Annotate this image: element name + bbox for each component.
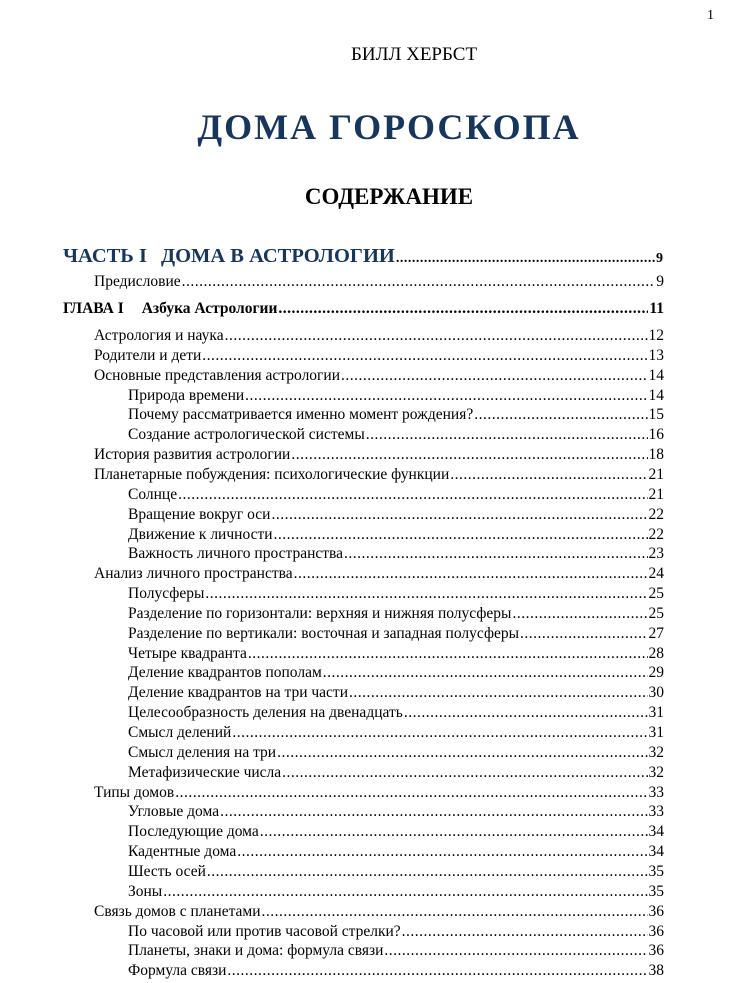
toc-entry[interactable] bbox=[128, 763, 664, 783]
toc-entry-page: 27 bbox=[648, 624, 664, 642]
toc-entry[interactable] bbox=[128, 723, 664, 743]
dot-leader bbox=[282, 763, 647, 783]
toc-entry-page: 13 bbox=[648, 346, 664, 364]
toc-entry-page: 33 bbox=[648, 803, 664, 821]
toc-entry[interactable] bbox=[128, 604, 664, 624]
toc-entry-page: 31 bbox=[648, 724, 664, 741]
toc-entry[interactable] bbox=[128, 584, 664, 604]
toc-entry-label: Разделение по горизонтали: верхняя и нижняя полусферы bbox=[128, 604, 512, 622]
dot-leader bbox=[220, 802, 647, 822]
dot-leader bbox=[260, 822, 648, 842]
toc-entry[interactable] bbox=[128, 405, 664, 425]
toc-entry-label: Смысл деления на три bbox=[128, 743, 277, 761]
toc-entry[interactable] bbox=[128, 505, 664, 525]
toc-entry[interactable] bbox=[94, 465, 664, 485]
dot-leader bbox=[202, 346, 647, 366]
toc-entry-page: 35 bbox=[648, 862, 664, 880]
toc-entry-label: Природа времени bbox=[128, 386, 245, 404]
toc-entry-title bbox=[128, 683, 348, 703]
toc-entry-label: Кадентные дома bbox=[128, 843, 237, 861]
toc-entry[interactable] bbox=[94, 272, 664, 292]
toc-entry-label: Движение к личности bbox=[128, 525, 273, 543]
toc-entry-page: 18 bbox=[648, 446, 664, 464]
toc-entry-title bbox=[128, 822, 259, 842]
toc-entry-label: Планеты, знаки и дома: формула связи bbox=[128, 942, 384, 960]
dot-leader bbox=[205, 584, 647, 604]
toc-entry-label: Азбука Астрологии bbox=[141, 300, 278, 317]
toc-entry[interactable] bbox=[128, 922, 664, 942]
toc-entry[interactable] bbox=[128, 941, 664, 961]
dot-leader bbox=[182, 272, 656, 292]
dot-leader bbox=[245, 386, 647, 406]
toc-entry-page: 14 bbox=[648, 366, 664, 384]
dot-leader bbox=[294, 564, 648, 584]
toc-entry-title bbox=[128, 644, 247, 664]
dot-leader bbox=[248, 644, 648, 664]
toc-entry-title bbox=[128, 802, 219, 822]
toc-entry[interactable] bbox=[128, 386, 664, 406]
book-title: ДОМА ГОРОСКОПА bbox=[197, 107, 581, 147]
toc-entry[interactable] bbox=[94, 445, 664, 465]
toc-entry-page: 36 bbox=[648, 902, 664, 920]
toc-entry-page: 35 bbox=[648, 882, 664, 900]
toc-entry-label: Четыре квадранта bbox=[128, 644, 247, 662]
toc-entry[interactable] bbox=[94, 366, 664, 386]
toc-entry[interactable] bbox=[128, 802, 664, 822]
toc-entry-title bbox=[128, 386, 244, 406]
toc-entry-page: 32 bbox=[648, 763, 664, 781]
toc-entry-page: 16 bbox=[648, 426, 664, 444]
toc-entry-label: По часовой или против часовой стрелки? bbox=[128, 922, 401, 940]
toc-entry-page: 23 bbox=[648, 545, 664, 563]
toc-entry[interactable] bbox=[128, 743, 664, 763]
toc-entry-label: Метафизические числа bbox=[128, 763, 282, 781]
toc-entry-title bbox=[63, 299, 277, 319]
dot-leader bbox=[404, 703, 648, 723]
toc-entry-page: 24 bbox=[648, 565, 664, 583]
toc-entry-page: 25 bbox=[648, 604, 664, 622]
toc-entry-label: Последующие дома bbox=[128, 823, 259, 841]
toc-entry-label: Полусферы bbox=[128, 585, 205, 603]
toc-entry-page: 22 bbox=[648, 525, 664, 543]
toc-entry-title bbox=[94, 346, 201, 366]
toc-entry-page: 38 bbox=[648, 962, 664, 980]
toc-entry-label: Анализ личного пространства bbox=[94, 565, 293, 583]
toc-entry-title bbox=[128, 723, 231, 743]
toc-entry-label: Основные представления астрологии bbox=[94, 366, 341, 384]
toc-entry-title bbox=[128, 842, 236, 862]
toc-entry-number: ЧАСТЬ I bbox=[63, 245, 147, 267]
toc-entry-label: Вращение вокруг оси bbox=[128, 505, 271, 523]
dot-leader bbox=[344, 544, 647, 564]
toc-entry-title bbox=[128, 604, 511, 624]
toc-entry[interactable] bbox=[94, 326, 664, 346]
toc-entry[interactable] bbox=[128, 485, 664, 505]
toc-entry-label: Формула связи bbox=[128, 962, 227, 980]
toc-entry-label: Планетарные побуждения: психологические функции bbox=[94, 465, 450, 483]
toc-entry-title bbox=[128, 862, 206, 882]
toc-entry[interactable] bbox=[128, 525, 664, 545]
toc-entry-page: 22 bbox=[648, 505, 664, 523]
dot-leader bbox=[512, 604, 647, 624]
dot-leader bbox=[402, 922, 648, 942]
dot-leader bbox=[232, 723, 647, 743]
dot-leader bbox=[178, 485, 647, 505]
toc-entry-label: Создание астрологической системы bbox=[128, 426, 365, 444]
toc-entry[interactable] bbox=[94, 783, 664, 803]
toc-entry-title bbox=[94, 272, 181, 292]
toc-entry-title bbox=[94, 366, 340, 386]
toc-entry-label: Смысл делений bbox=[128, 724, 232, 741]
dot-leader bbox=[163, 882, 647, 902]
toc-entry-title bbox=[128, 485, 177, 505]
toc-entry-title bbox=[94, 445, 290, 465]
toc-entry-label: Важность личного пространства bbox=[128, 545, 344, 563]
dot-leader bbox=[450, 465, 647, 485]
dot-leader bbox=[274, 525, 648, 545]
toc-entry-label: Связь домов с планетами bbox=[94, 902, 261, 920]
dot-leader bbox=[323, 663, 648, 683]
toc-entry[interactable] bbox=[94, 346, 664, 366]
toc-entry[interactable] bbox=[128, 961, 664, 981]
toc-entry-page: 9 bbox=[656, 251, 663, 266]
toc-entry[interactable] bbox=[128, 882, 664, 902]
dot-leader bbox=[349, 683, 647, 703]
toc-entry-title bbox=[128, 544, 343, 564]
toc-entry-number: ГЛАВА I bbox=[63, 300, 124, 317]
toc-entry-title bbox=[94, 326, 224, 346]
dot-leader bbox=[175, 783, 647, 803]
toc-entry-label: Целесообразность деления на двенадцать bbox=[128, 704, 403, 722]
toc-entry-title bbox=[128, 425, 365, 445]
toc-entry-title bbox=[128, 624, 519, 644]
toc-entry-label: Деление квадрантов пополам bbox=[128, 664, 322, 682]
toc-entry-page: 21 bbox=[648, 465, 664, 483]
dot-leader bbox=[341, 366, 647, 386]
toc-entry-page: 14 bbox=[648, 386, 664, 404]
toc-entry-title bbox=[128, 525, 273, 545]
toc-entry-page: 31 bbox=[648, 704, 664, 722]
toc-entry-page: 30 bbox=[648, 684, 664, 702]
dot-leader bbox=[225, 326, 648, 346]
toc-entry[interactable] bbox=[128, 425, 664, 445]
toc-entry-page: 12 bbox=[648, 327, 664, 344]
toc-entry-label: Угловые дома bbox=[128, 803, 220, 821]
dot-leader bbox=[271, 505, 647, 525]
dot-leader bbox=[474, 405, 647, 425]
toc-entry-page: 21 bbox=[648, 485, 664, 503]
toc-entry[interactable] bbox=[128, 842, 664, 862]
toc-entry-page: 34 bbox=[648, 843, 664, 861]
toc-entry-title bbox=[128, 922, 401, 942]
toc-entry-page: 34 bbox=[648, 823, 664, 841]
toc-entry-label: Зоны bbox=[128, 882, 163, 900]
toc-entry[interactable] bbox=[63, 242, 663, 270]
toc-entry-label: История развития астрологии bbox=[94, 446, 291, 464]
toc-entry[interactable] bbox=[128, 822, 664, 842]
toc-entry-title bbox=[94, 465, 449, 485]
toc-entry-page: 33 bbox=[648, 783, 664, 801]
toc-entry-page: 15 bbox=[648, 406, 664, 424]
dot-leader bbox=[227, 961, 647, 981]
toc-entry[interactable] bbox=[94, 902, 664, 922]
dot-leader bbox=[237, 842, 647, 862]
dot-leader bbox=[277, 743, 647, 763]
toc-entry-title bbox=[94, 783, 174, 803]
contents-heading: СОДЕРЖАНИЕ bbox=[304, 184, 474, 209]
toc-entry[interactable] bbox=[128, 862, 664, 882]
author-name: БИЛЛ ХЕРБСТ bbox=[350, 44, 478, 65]
dot-leader bbox=[384, 941, 647, 961]
toc-entry[interactable] bbox=[128, 544, 664, 564]
toc-entry-title bbox=[128, 584, 204, 604]
toc-entry-label: Почему рассматривается именно момент рождения? bbox=[128, 406, 474, 424]
toc-entry-page: 32 bbox=[648, 743, 664, 761]
toc-entry-page: 28 bbox=[648, 644, 664, 662]
page-number: 1 bbox=[707, 8, 714, 23]
toc-entry-title bbox=[94, 902, 261, 922]
toc-entry-label: Типы домов bbox=[94, 783, 175, 801]
dot-leader bbox=[262, 902, 648, 922]
toc-entry-page: 9 bbox=[656, 273, 664, 290]
toc-entry-title bbox=[128, 882, 162, 902]
toc-entry-label: ДОМА В АСТРОЛОГИИ bbox=[160, 245, 395, 267]
toc-entry-page: 36 bbox=[648, 942, 664, 960]
toc-entry-title bbox=[128, 743, 276, 763]
toc-entry[interactable] bbox=[128, 663, 664, 683]
toc-entry-title bbox=[128, 663, 322, 683]
toc-entry-title bbox=[128, 405, 473, 425]
toc-entry-label: Шесть осей bbox=[128, 862, 206, 880]
toc-entry-page: 29 bbox=[648, 664, 664, 682]
toc-entry-title bbox=[128, 505, 270, 525]
toc-entry-page: 11 bbox=[649, 300, 664, 317]
toc-entry-label: Предисловие bbox=[94, 273, 181, 290]
toc-entry[interactable] bbox=[128, 703, 664, 723]
dot-leader bbox=[396, 245, 655, 270]
dot-leader bbox=[278, 299, 648, 319]
toc-entry[interactable] bbox=[94, 564, 664, 584]
toc-entry-title bbox=[63, 242, 395, 270]
toc-entry-title bbox=[128, 941, 383, 961]
toc-entry-label: Деление квадрантов на три части bbox=[128, 684, 349, 702]
toc-entry-label: Астрология и наука bbox=[94, 327, 224, 344]
toc-entry-title bbox=[128, 763, 281, 783]
toc-entry-title bbox=[128, 961, 226, 981]
toc-entry-label: Разделение по вертикали: восточная и западная полусферы bbox=[128, 624, 520, 642]
toc-entry[interactable] bbox=[128, 683, 664, 703]
dot-leader bbox=[207, 862, 648, 882]
toc-entry-title bbox=[94, 564, 293, 584]
dot-leader bbox=[291, 445, 647, 465]
dot-leader bbox=[520, 624, 647, 644]
toc-entry[interactable] bbox=[128, 624, 664, 644]
toc-entry-label: Родители и дети bbox=[94, 346, 202, 364]
toc-entry-label: Солнце bbox=[128, 485, 178, 503]
toc-entry-page: 25 bbox=[648, 585, 664, 603]
toc-entry-page: 36 bbox=[648, 922, 664, 940]
toc-entry[interactable] bbox=[128, 644, 664, 664]
dot-leader bbox=[366, 425, 648, 445]
toc-entry-title bbox=[128, 703, 403, 723]
toc-entry[interactable] bbox=[63, 299, 664, 319]
